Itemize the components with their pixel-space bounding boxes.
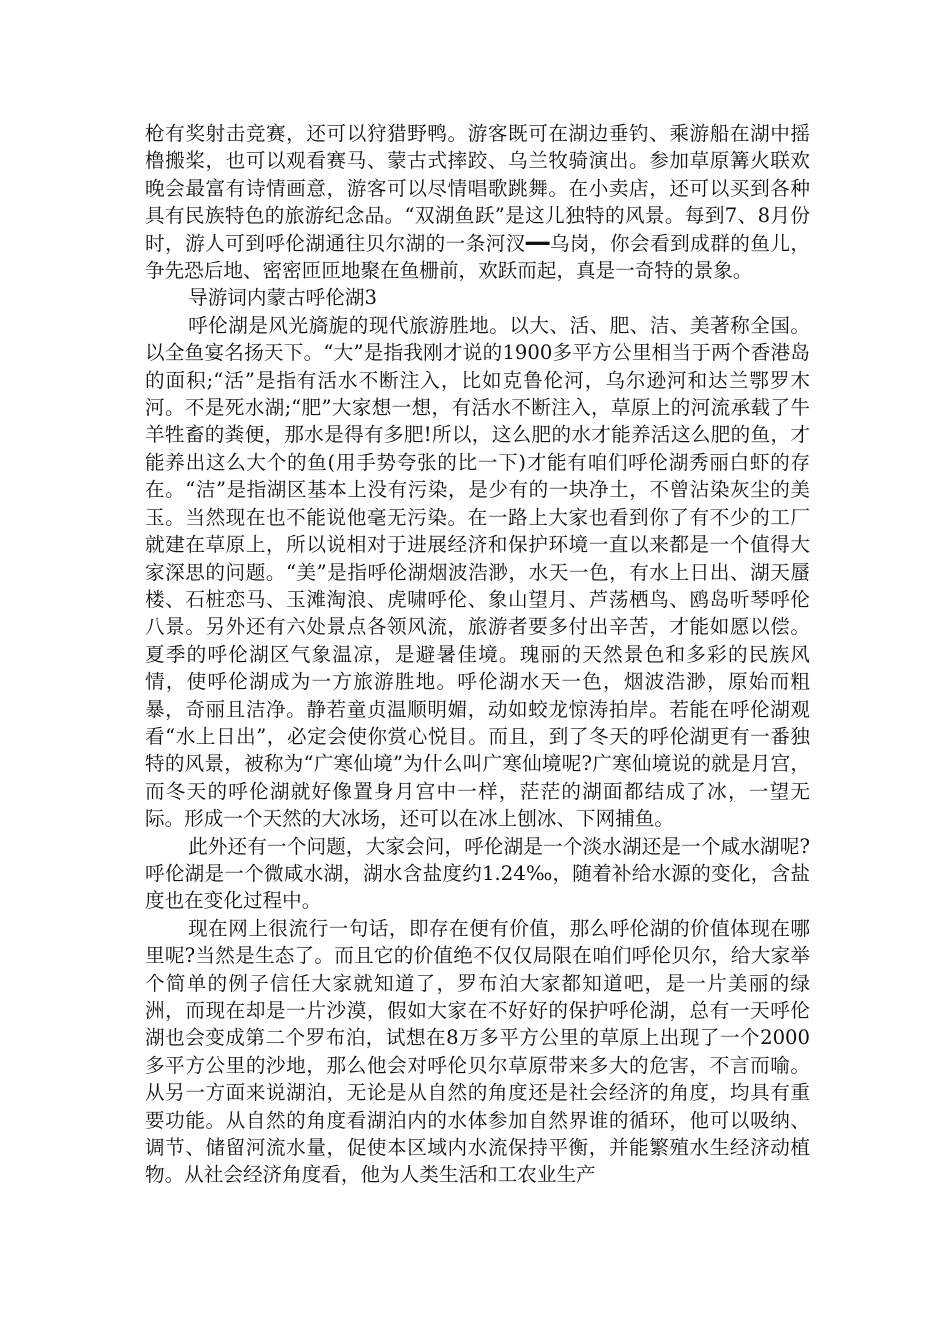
paragraph-ecology: 现在网上很流行一句话，即存在便有价值，那么呼伦湖的价值体现在哪里呢?当然是生态了。而且它的价值绝不仅仅局限在咱们呼伦贝尔，给大家举个简单的例子信任大家就知道了，罗布泊大家都知道吧，是一片美丽的绿洲，而现在却是一片沙漠，假如大家在不好好的保护呼伦湖，总有一天呼伦湖也会变成第二个罗布泊，试想在8万多平方公里的草原上出现了一个2000多平方公里的沙地，那么他会对呼伦贝尔草原带来多大的危害，不言而喻。从另一方面来说湖泊，无论是从自然的角度还是社会经济的角度，均具有重要功能。从自然的角度看湖泊内的水体参加自然界谁的循环，他可以吸纳、调节、储留河流水量，促使本区域内水流保持平衡，并能繁殖水生经济动植物。从社会经济角度看，他为人类生活和工农业生产 bbox=[145, 916, 810, 1187]
paragraph-continuation: 枪有奖射击竞赛，还可以狩猎野鸭。游客既可在湖边垂钓、乘游船在湖中摇橹搬桨，也可以观看赛马、蒙古式摔跤、乌兰牧骑演出。参加草原篝火联欢晚会最富有诗情画意，游客可以尽情唱歌跳舞。在小卖店，还可以买到各种具有民族特色的旅游纪念品。“双湖鱼跃”是这儿独特的风景。每到7、8月份时，游人可到呼伦湖通往贝尔湖的一条河汊━━乌岗，你会看到成群的鱼儿，争先恐后地、密密匝匝地聚在鱼栅前，欢跃而起，真是一奇特的景象。 bbox=[145, 122, 810, 283]
paragraph-overview: 呼伦湖是风光旖旎的现代旅游胜地。以大、活、肥、洁、美著称全国。以全鱼宴名扬天下。“大”是指我刚才说的1900多平方公里相当于两个香港岛的面积;“活”是指有活水不断注入，比如克鲁伦河，乌尔逊河和达兰鄂罗木河。不是死水湖;“肥”大家想一想，有活水不断注入，草原上的河流承载了牛羊牲畜的粪便，那水是得有多肥!所以，这么肥的水才能养活这么肥的鱼，才能养出这么大个的鱼(用手势夸张的比一下)才能有咱们呼伦湖秀丽白虾的存在。“洁”是指湖区基本上没有污染，是少有的一块净土，不曾沾染灰尘的美玉。当然现在也不能说他毫无污染。在一路上大家也看到你了有不少的工厂就建在草原上，所以说相对于进展经济和保护环境一直以来都是一个值得大家深思的问题。“美”是指呼伦湖烟波浩渺，水天一色，有水上日出、湖天蜃楼、石桩恋马、玉滩淘浪、虎啸呼伦、象山望月、芦荡栖鸟、鸥岛听琴呼伦八景。另外还有六处景点各领风流，旅游者要多付出辛苦，才能如愿以偿。夏季的呼伦湖区气象温凉，是避暑佳境。瑰丽的天然景色和多彩的民族风情，使呼伦湖成为一方旅游胜地。呼伦湖水天一色，烟波浩渺，原始而粗暴，奇丽且洁净。静若童贞温顺明媚，动如蛟龙惊涛拍岸。若能在呼伦湖观看“水上日出”，必定会使你赏心悦目。而且，到了冬天的呼伦湖更有一番独特的风景，被称为“广寒仙境”为什么叫广寒仙境呢?广寒仙境说的就是月宫，而冬天的呼伦湖就好像置身月宫中一样，茫茫的湖面都结成了冰，一望无际。形成一个天然的大冰场，还可以在冰上刨冰、下网捕鱼。 bbox=[145, 313, 810, 831]
paragraph-salinity: 此外还有一个问题，大家会问，呼伦湖是一个淡水湖还是一个咸水湖呢?呼伦湖是一个微咸水湖，湖水含盐度约1.24‰，随着补给水源的变化，含盐度也在变化过程中。 bbox=[145, 834, 810, 913]
section-heading: 导游词内蒙古呼伦湖3 bbox=[188, 286, 377, 310]
document-body bbox=[145, 120, 810, 1189]
